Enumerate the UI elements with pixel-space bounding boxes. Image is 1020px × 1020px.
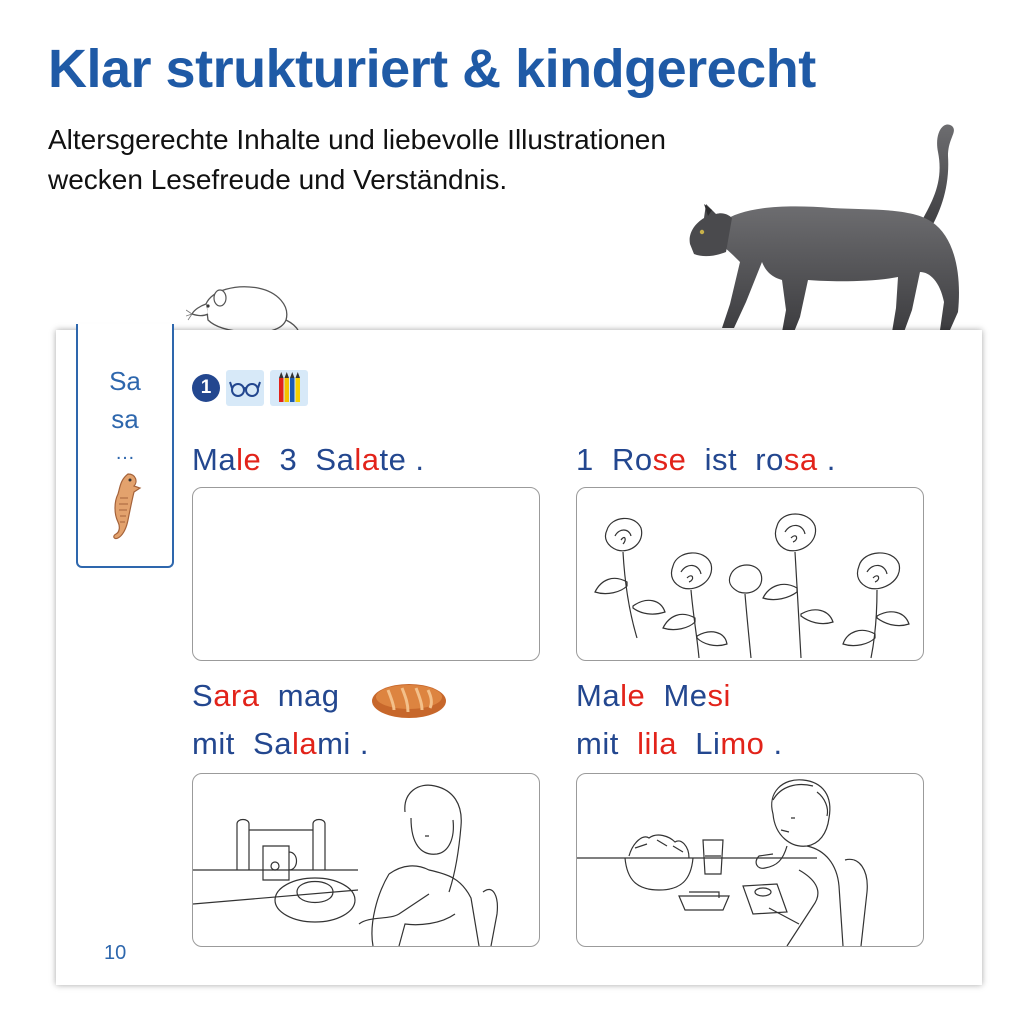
syllable-ellipsis: … xyxy=(115,442,135,464)
syllable-upper: Sa xyxy=(109,366,141,396)
drawing-box-empty[interactable] xyxy=(192,487,540,661)
task-sara-line-1: Sara mag xyxy=(192,678,340,713)
syllable-lower: sa xyxy=(111,404,139,434)
cat-illustration xyxy=(682,112,972,337)
exercise-icons xyxy=(192,368,308,408)
glasses-icon xyxy=(226,370,264,406)
roses-outline-illustration xyxy=(577,488,923,660)
task-salate-text: Male 3 Salate . xyxy=(192,442,425,477)
page-number: 10 xyxy=(104,942,127,964)
page-title: Klar strukturiert & kindgerecht xyxy=(48,39,816,99)
task-mesi-line-1: Male Mesi xyxy=(576,678,731,713)
seahorse-icon xyxy=(108,470,142,546)
task-mesi-line-2: mit lila Limo . xyxy=(576,726,783,761)
mesi-coloring-box[interactable] xyxy=(576,773,924,947)
book-page xyxy=(56,330,982,985)
pencils-icon xyxy=(270,370,308,406)
sara-coloring-box[interactable] xyxy=(192,773,540,947)
syllable-tab xyxy=(76,324,174,568)
subtitle-line-1: Altersgerechte Inhalte und liebevolle Illustrationen xyxy=(48,124,666,155)
subtitle-line-2: wecken Lesefreude und Verständnis. xyxy=(48,164,508,195)
roses-coloring-box[interactable] xyxy=(576,487,924,661)
girl-eating-illustration xyxy=(193,774,539,946)
task-rose-text: 1 Rose ist rosa . xyxy=(576,442,836,477)
girl-drinking-illustration xyxy=(577,774,923,946)
bread-icon xyxy=(370,680,448,720)
task-sara-line-2: mit Salami . xyxy=(192,726,370,761)
exercise-number: 1 xyxy=(192,374,220,402)
